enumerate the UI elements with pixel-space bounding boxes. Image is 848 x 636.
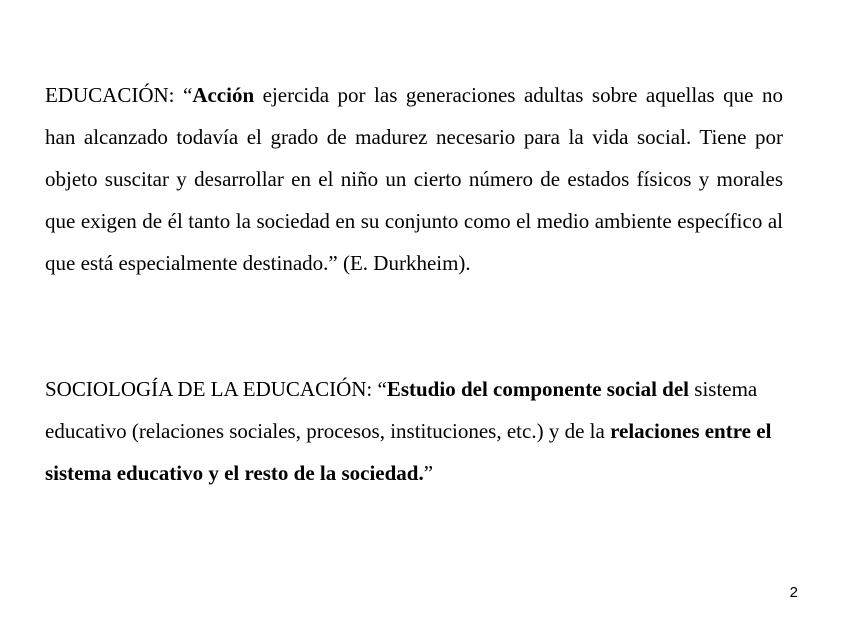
definition-sociology-emphasis-1: Estudio del componente social del [386, 377, 690, 401]
definition-sociology-of-education [45, 368, 783, 494]
definition-sociology-emphasis-2: relaciones entre el sistema educativo y el resto de la sociedad. [45, 419, 772, 485]
definition-education-emphasis: Acción [192, 83, 255, 107]
definition-education-text: ejercida por las generaciones adultas sobre aquellas que no han alcanzado todavía el grado de madurez necesario para la vida social. Tiene por objeto suscitar y desarrollar en el niño un cierto número de estados físicos y morales que exigen de él tanto la sociedad en su conjunto como el medio ambiente específico al que está especialmente destinado.” (E. Durkheim). [45, 83, 783, 275]
term-sociology-of-education: SOCIOLOGÍA DE LA EDUCACIÓN: “ [45, 377, 387, 401]
page-number: 2 [789, 584, 798, 601]
definition-sociology-text: sistema educativo (relaciones sociales, procesos, instituciones, etc.) y de la [45, 377, 758, 443]
definition-education [45, 74, 783, 284]
definition-sociology-closing: ” [423, 461, 434, 485]
term-education: EDUCACIÓN: “ [45, 83, 193, 107]
